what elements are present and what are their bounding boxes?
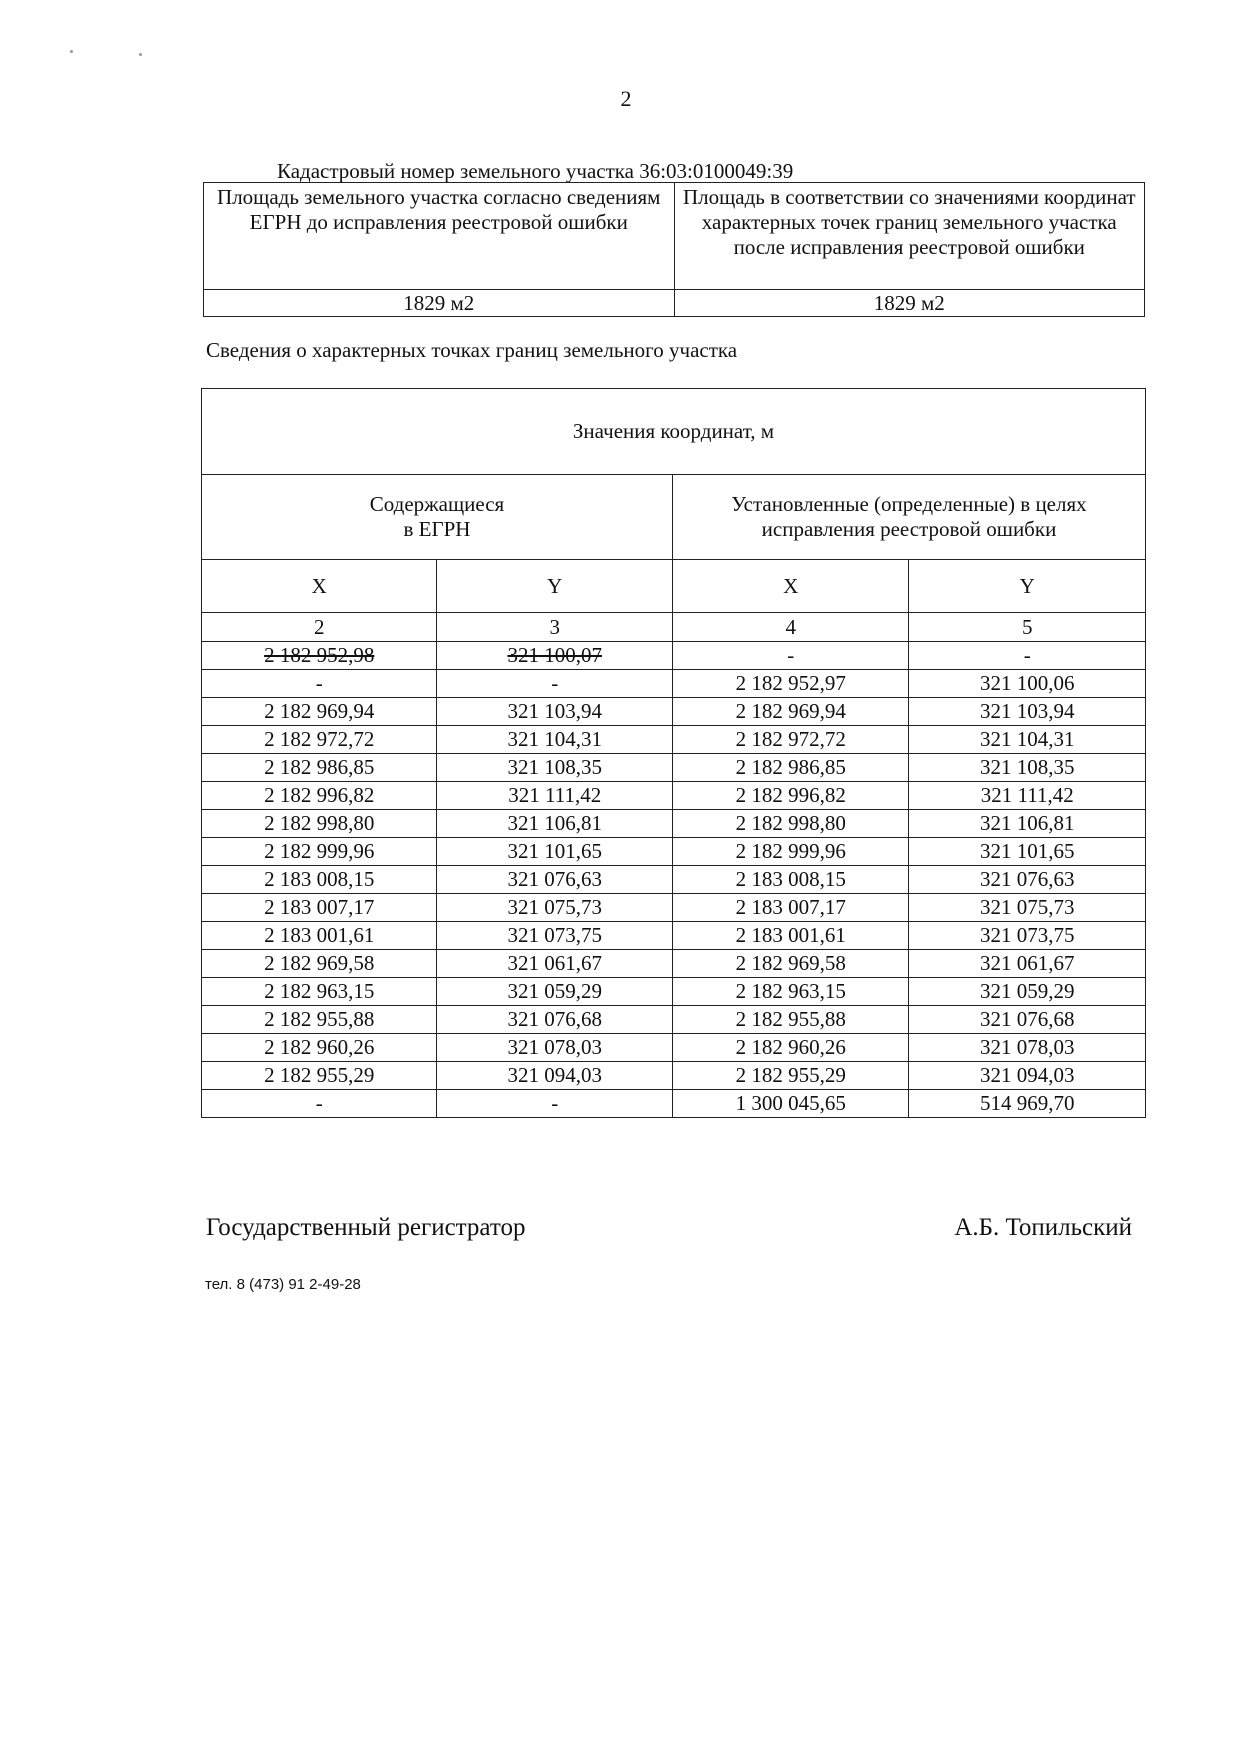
coord-cell-egrn-x: 2 182 955,29 bbox=[202, 1062, 437, 1090]
coord-cell-fixed-y: 321 108,35 bbox=[909, 754, 1146, 782]
coord-cell-egrn-x: 2 183 008,15 bbox=[202, 866, 437, 894]
table-row bbox=[202, 782, 1146, 810]
table-row bbox=[202, 726, 1146, 754]
area-value-row bbox=[204, 290, 1145, 317]
scan-speck bbox=[139, 53, 142, 56]
table-row bbox=[202, 838, 1146, 866]
coord-cell-fixed-x: 2 183 001,61 bbox=[672, 922, 909, 950]
column-number: 5 bbox=[909, 613, 1146, 642]
fixed-y-header: Y bbox=[909, 560, 1146, 613]
coord-table-title: Значения координат, м bbox=[202, 389, 1146, 475]
table-row bbox=[202, 1062, 1146, 1090]
coord-cell-egrn-y: 321 076,68 bbox=[437, 1006, 672, 1034]
coord-cell-egrn-y: - bbox=[437, 670, 672, 698]
coord-axis-row bbox=[202, 560, 1146, 613]
coord-cell-egrn-y: 321 076,63 bbox=[437, 866, 672, 894]
coord-cell-egrn-x: 2 182 963,15 bbox=[202, 978, 437, 1006]
coord-cell-fixed-x: 2 182 996,82 bbox=[672, 782, 909, 810]
coord-cell-egrn-y: 321 073,75 bbox=[437, 922, 672, 950]
coord-cell-egrn-x: 2 182 986,85 bbox=[202, 754, 437, 782]
coord-cell-egrn-y: 321 101,65 bbox=[437, 838, 672, 866]
table-row bbox=[202, 1090, 1146, 1118]
coord-cell-egrn-x: 2 182 969,58 bbox=[202, 950, 437, 978]
coord-cell-egrn-y: 321 059,29 bbox=[437, 978, 672, 1006]
coord-cell-egrn-y: 321 106,81 bbox=[437, 810, 672, 838]
coord-cell-egrn-x: 2 182 969,94 bbox=[202, 698, 437, 726]
cadastral-number-line: Кадастровый номер земельного участка 36:03:0100049:39 bbox=[277, 159, 794, 183]
coord-cell-egrn-y: 321 104,31 bbox=[437, 726, 672, 754]
coord-number-row bbox=[202, 613, 1146, 642]
coord-cell-egrn-y: 321 078,03 bbox=[437, 1034, 672, 1062]
table-row bbox=[202, 922, 1146, 950]
column-number: 4 bbox=[672, 613, 909, 642]
coord-cell-egrn-x: 2 182 972,72 bbox=[202, 726, 437, 754]
column-number: 2 bbox=[202, 613, 437, 642]
coord-cell-fixed-x: 2 182 972,72 bbox=[672, 726, 909, 754]
coord-cell-fixed-x: 2 182 955,88 bbox=[672, 1006, 909, 1034]
table-row bbox=[202, 894, 1146, 922]
section-heading: Сведения о характерных точках границ земельного участка bbox=[206, 338, 738, 362]
coord-cell-fixed-x: 2 182 952,97 bbox=[672, 670, 909, 698]
coord-cell-fixed-x: 2 182 986,85 bbox=[672, 754, 909, 782]
area-after-header: Площадь в соответствии со значениями координат характерных точек границ земельного участка после исправления реестровой ошибки bbox=[674, 183, 1145, 290]
egrn-x-header: X bbox=[202, 560, 437, 613]
egrn-group-header-text: Содержащиеся в ЕГРН bbox=[369, 492, 505, 541]
egrn-group-header bbox=[202, 475, 673, 560]
area-before-header: Площадь земельного участка согласно сведениям ЕГРН до исправления реестровой ошибки bbox=[204, 183, 675, 290]
coord-cell-fixed-y: 321 094,03 bbox=[909, 1062, 1146, 1090]
egrn-y-header: Y bbox=[437, 560, 672, 613]
coord-cell-fixed-y: 321 100,06 bbox=[909, 670, 1146, 698]
coord-cell-fixed-x: 2 183 007,17 bbox=[672, 894, 909, 922]
column-number: 3 bbox=[437, 613, 672, 642]
coord-cell-egrn-y: 321 108,35 bbox=[437, 754, 672, 782]
area-before-value: 1829 м2 bbox=[204, 290, 675, 317]
coord-cell-fixed-x: 1 300 045,65 bbox=[672, 1090, 909, 1118]
area-table bbox=[203, 182, 1145, 317]
coord-cell-egrn-x: 2 182 998,80 bbox=[202, 810, 437, 838]
coord-cell-egrn-x: 2 183 001,61 bbox=[202, 922, 437, 950]
coord-cell-fixed-y: 321 106,81 bbox=[909, 810, 1146, 838]
coord-cell-fixed-y: 321 076,68 bbox=[909, 1006, 1146, 1034]
coord-cell-egrn-y: 321 111,42 bbox=[437, 782, 672, 810]
coord-cell-fixed-y: 321 104,31 bbox=[909, 726, 1146, 754]
coord-cell-fixed-x: 2 182 963,15 bbox=[672, 978, 909, 1006]
table-row bbox=[202, 1034, 1146, 1062]
table-row bbox=[202, 698, 1146, 726]
coord-cell-egrn-y: 321 094,03 bbox=[437, 1062, 672, 1090]
coord-cell-fixed-y: - bbox=[909, 642, 1146, 670]
coord-cell-egrn-x: 2 182 999,96 bbox=[202, 838, 437, 866]
coord-cell-fixed-x: 2 182 960,26 bbox=[672, 1034, 909, 1062]
registrar-title: Государственный регистратор bbox=[206, 1214, 526, 1241]
coord-cell-fixed-y: 321 103,94 bbox=[909, 698, 1146, 726]
table-row bbox=[202, 642, 1146, 670]
table-row bbox=[202, 866, 1146, 894]
table-row bbox=[202, 978, 1146, 1006]
coord-cell-fixed-y: 321 075,73 bbox=[909, 894, 1146, 922]
coord-cell-fixed-y: 321 073,75 bbox=[909, 922, 1146, 950]
registrar-name: А.Б. Топильский bbox=[954, 1214, 1132, 1241]
table-row bbox=[202, 670, 1146, 698]
area-header-row bbox=[204, 183, 1145, 290]
coord-cell-fixed-y: 321 076,63 bbox=[909, 866, 1146, 894]
coord-title-row bbox=[202, 389, 1146, 475]
coord-cell-egrn-y: 321 100,07 bbox=[437, 642, 672, 670]
page-number: 2 bbox=[620, 86, 632, 111]
coord-cell-fixed-x: 2 182 969,58 bbox=[672, 950, 909, 978]
table-row bbox=[202, 754, 1146, 782]
coord-group-row bbox=[202, 475, 1146, 560]
fixed-group-header bbox=[672, 475, 1145, 560]
coord-cell-fixed-x: 2 182 999,96 bbox=[672, 838, 909, 866]
coord-cell-egrn-x: 2 182 996,82 bbox=[202, 782, 437, 810]
coord-cell-egrn-x: - bbox=[202, 1090, 437, 1118]
scan-speck bbox=[70, 50, 73, 53]
coord-cell-egrn-y: 321 061,67 bbox=[437, 950, 672, 978]
coord-cell-fixed-x: 2 183 008,15 bbox=[672, 866, 909, 894]
coord-cell-fixed-y: 321 078,03 bbox=[909, 1034, 1146, 1062]
coord-cell-fixed-x: 2 182 955,29 bbox=[672, 1062, 909, 1090]
coord-cell-egrn-x: - bbox=[202, 670, 437, 698]
table-row bbox=[202, 950, 1146, 978]
coord-cell-egrn-x: 2 182 952,98 bbox=[202, 642, 437, 670]
fixed-x-header: X bbox=[672, 560, 909, 613]
coord-cell-fixed-y: 321 101,65 bbox=[909, 838, 1146, 866]
coord-cell-fixed-x: - bbox=[672, 642, 909, 670]
coord-cell-egrn-x: 2 182 960,26 bbox=[202, 1034, 437, 1062]
coord-cell-fixed-x: 2 182 969,94 bbox=[672, 698, 909, 726]
coord-cell-egrn-y: 321 103,94 bbox=[437, 698, 672, 726]
coord-cell-egrn-x: 2 183 007,17 bbox=[202, 894, 437, 922]
coord-table-body bbox=[202, 642, 1146, 1118]
coord-cell-fixed-y: 321 111,42 bbox=[909, 782, 1146, 810]
phone-number: тел. 8 (473) 91 2-49-28 bbox=[205, 1276, 361, 1293]
coord-cell-fixed-y: 514 969,70 bbox=[909, 1090, 1146, 1118]
coord-cell-fixed-y: 321 061,67 bbox=[909, 950, 1146, 978]
coord-cell-fixed-y: 321 059,29 bbox=[909, 978, 1146, 1006]
table-row bbox=[202, 810, 1146, 838]
coord-cell-egrn-y: - bbox=[437, 1090, 672, 1118]
fixed-group-header-text: Установленные (определенные) в целях исправления реестровой ошибки bbox=[731, 492, 1087, 541]
table-row bbox=[202, 1006, 1146, 1034]
coord-cell-fixed-x: 2 182 998,80 bbox=[672, 810, 909, 838]
area-after-value: 1829 м2 bbox=[674, 290, 1145, 317]
coordinates-table bbox=[201, 388, 1146, 1118]
coord-cell-egrn-y: 321 075,73 bbox=[437, 894, 672, 922]
coord-cell-egrn-x: 2 182 955,88 bbox=[202, 1006, 437, 1034]
